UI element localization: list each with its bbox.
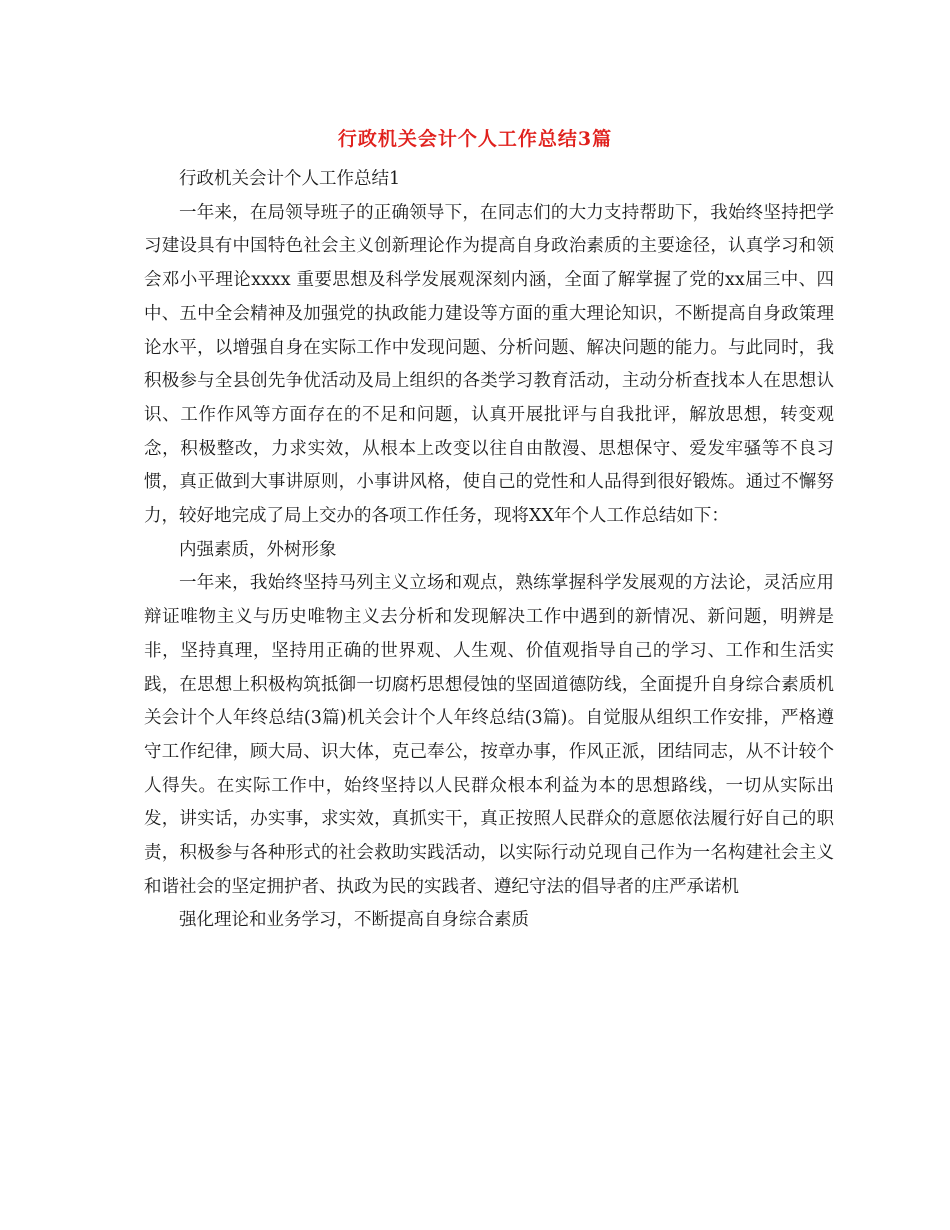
document-body — [144, 163, 834, 938]
section-heading-quality: 内强素质，外树形象 — [179, 539, 337, 560]
paragraph-quality: 一年来，我始终坚持马列主义立场和观点，熟练掌握科学发展观的方法论，灵活应用辩证唯物主义与历史唯物主义去分析和发现解决工作中遇到的新情况、新问题，明辨是非，坚持真理，坚持用正确的世界观、人生观、价值观指导自己的学习、工作和生活实践，在思想上积极构筑抵御一切腐朽思想侵蚀的坚固道德防线，全面提升自身综合素质机关会计个人年终总结(3篇)机关会计个人年终总结(3篇)。自觉服从组织工作安排，严格遵守工作纪律，顾大局、识大体，克己奉公，按章办事，作风正派，团结同志，从不计较个人得失。在实际工作中，始终坚持以人民群众根本利益为本的思想路线，一切从实际出发，讲实话，办实事，求实效，真抓实干，真正按照人民群众的意愿依法履行好自己的职责，积极参与各种形式的社会救助实践活动，以实际行动兑现自己作为一名构建社会主义和谐社会的坚定拥护者、执政为民的实践者、遵纪守法的倡导者的庄严承诺机 — [144, 573, 834, 897]
paragraph-intro: 一年来，在局领导班子的正确领导下，在同志们的大力支持帮助下，我始终坚持把学习建设具有中国特色社会主义创新理论作为提高自身政治素质的主要途径，认真学习和领会邓小平理论xxxx 重要思想及科学发展观深刻内涵，全面了解掌握了党的xx届三中、四中、五中全会精神及加强党的执政能力建设等方面的重大理论知识，不断提高自身政策理论水平，以增强自身在实际工作中发现问题、分析问题、解决问题的能力。与此同时，我积极参与全县创先争优活动及局上组织的各类学习教育活动，主动分析查找本人在思想认识、工作作风等方面存在的不足和问题，认真开展批评与自我批评，解放思想，转变观念，积极整改，力求实效，从根本上改变以往自由散漫、思想保守、爱发牢骚等不良习惯，真正做到大事讲原则，小事讲风格，使自己的党性和人品得到很好锻炼。通过不懈努力，较好地完成了局上交办的各项工作任务，现将XX年个人工作总结如下： — [144, 202, 834, 527]
section-heading-study: 强化理论和业务学习，不断提高自身综合素质 — [179, 910, 529, 931]
document-title: 行政机关会计个人工作总结3篇 — [337, 128, 613, 150]
section-heading-summary-1: 行政机关会计个人工作总结1 — [179, 169, 401, 189]
